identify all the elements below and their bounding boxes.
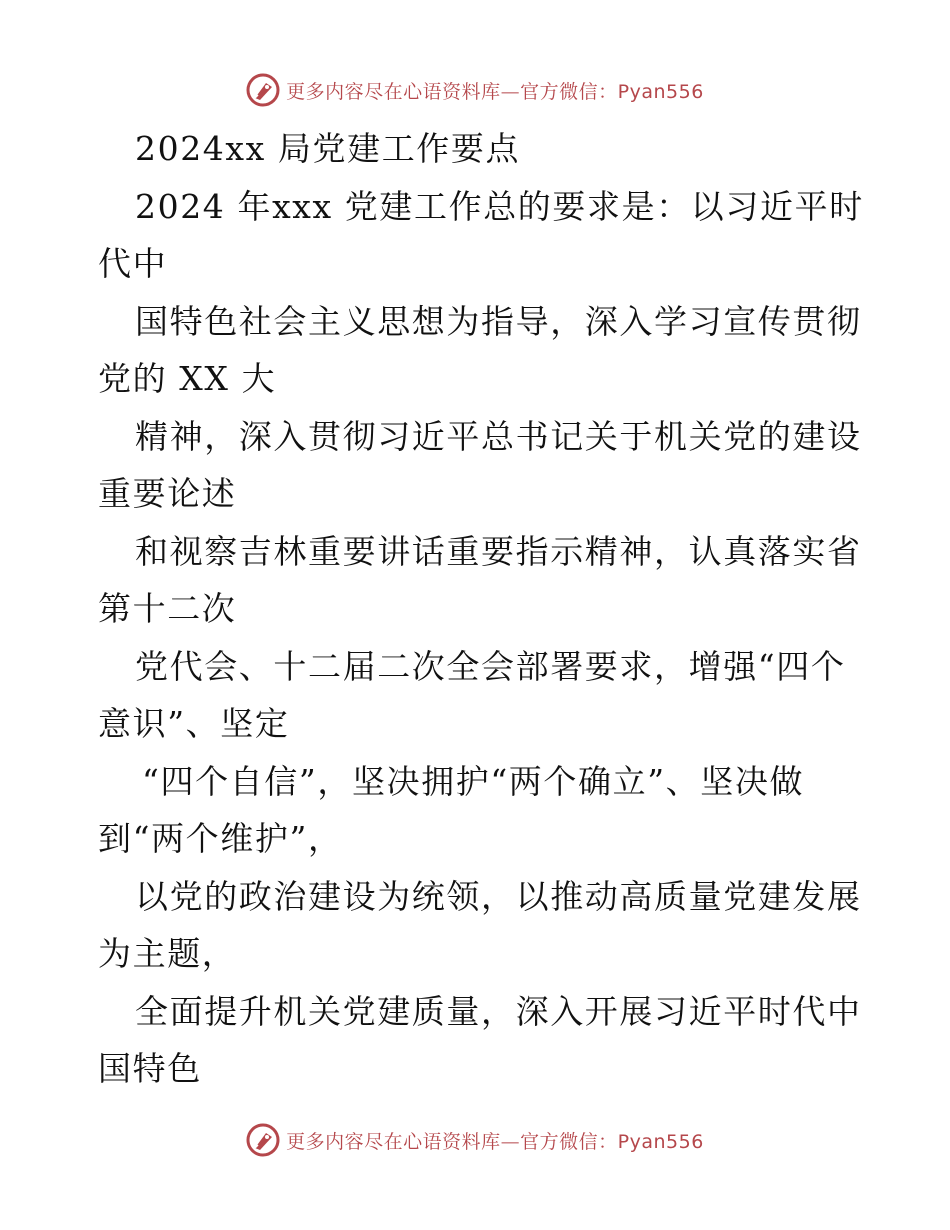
paragraph-line: 重要论述	[98, 474, 237, 513]
pen-nib-logo-icon	[246, 1123, 280, 1157]
paragraph-line: 2024 年xxx 党建工作总的要求是：以习近平时	[135, 186, 864, 226]
watermark-text: 更多内容尽在心语资料库—官方微信：Pyan556	[286, 1130, 704, 1153]
paragraph-line: 党的 XX 大	[98, 359, 277, 398]
paragraph-line: 和视察吉林重要讲话重要指示精神，认真落实省	[135, 531, 862, 571]
document-body	[98, 120, 864, 1098]
paragraph-line: 国特色	[98, 1049, 202, 1088]
watermark-text: 更多内容尽在心语资料库—官方微信：Pyan556	[286, 80, 704, 103]
paragraph-line: 为主题，	[98, 934, 237, 973]
paragraph-line: 意识”、坚定	[98, 704, 290, 743]
paragraph-line: 代中	[98, 244, 168, 283]
pen-nib-logo-icon	[246, 73, 280, 107]
header-watermark	[0, 70, 950, 110]
paragraph-line: 国特色社会主义思想为指导，深入学习宣传贯彻	[135, 301, 862, 341]
footer-watermark	[0, 1120, 950, 1160]
paragraph-line: 第十二次	[98, 589, 237, 628]
paragraph-line: 党代会、十二届二次全会部署要求，增强“四个	[135, 646, 846, 686]
paragraph-line: 全面提升机关党建质量，深入开展习近平时代中	[135, 991, 862, 1031]
document-title: 2024xx 局党建工作要点	[135, 129, 521, 168]
paragraph-line: 以党的政治建设为统领，以推动高质量党建发展	[135, 876, 862, 916]
paragraph-line: “四个自信”，坚决拥护“两个确立”、坚决做	[142, 761, 805, 801]
paragraph-line: 精神，深入贯彻习近平总书记关于机关党的建设	[135, 416, 862, 456]
paragraph-line: 到“两个维护”，	[98, 819, 343, 858]
